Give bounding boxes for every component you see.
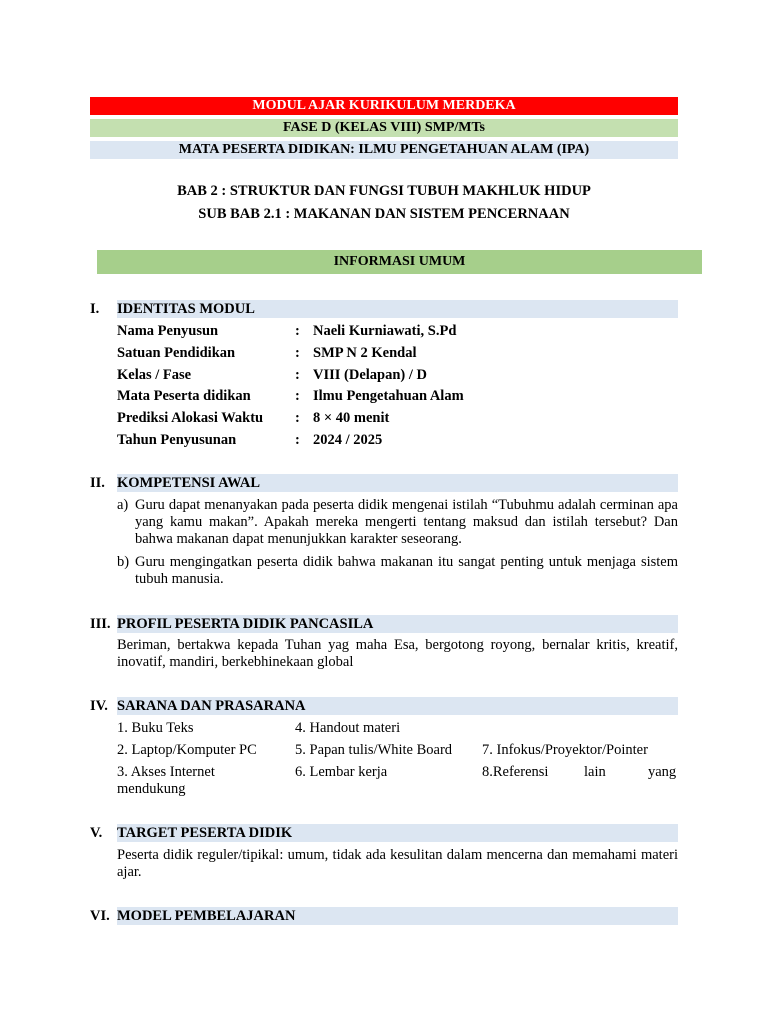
identity-colon: : xyxy=(295,367,300,383)
list-text: Guru dapat menanyakan pada peserta didik mengenai istilah “Tubuhmu adalah cerminan apa yang kamu makan”. Apakah mereka mengerti tentang maksud dan istilah tersebut? Dan bahwa makanan dapat menunjukkan karakter seseorang. xyxy=(135,497,678,547)
phase-label: FASE D (KELAS VIII) SMP/MTs xyxy=(90,119,678,137)
sarana-item: lain xyxy=(584,764,606,780)
info-section-title: INFORMASI UMUM xyxy=(97,250,702,274)
sarana-item: 1. Buku Teks xyxy=(117,720,194,736)
identity-value: VIII (Delapan) / D xyxy=(313,367,427,383)
section-number: IV. xyxy=(90,698,108,714)
section-number: III. xyxy=(90,616,111,632)
section-title: KOMPETENSI AWAL xyxy=(117,475,261,491)
sarana-item: 7. Infokus/Proyektor/Pointer xyxy=(482,742,648,758)
identity-colon: : xyxy=(295,410,300,426)
identity-value: Ilmu Pengetahuan Alam xyxy=(313,388,464,404)
list-marker: b) xyxy=(117,554,130,570)
identity-row xyxy=(117,321,678,341)
section-number: I. xyxy=(90,301,100,317)
identity-label: Satuan Pendidikan xyxy=(117,345,236,361)
identity-row xyxy=(117,430,678,450)
identity-row xyxy=(117,343,678,363)
section-heading-model xyxy=(90,907,678,925)
section-heading-identitas xyxy=(90,300,678,318)
profil-paragraph: Beriman, bertakwa kepada Tuhan yag maha Esa, bergotong royong, bernalar kritis, kreatif, inovatif, mandiri, berkebhinekaan global xyxy=(117,637,678,670)
identity-row xyxy=(117,386,678,406)
list-item xyxy=(117,554,678,590)
section-heading-profil xyxy=(90,615,678,633)
sarana-item: 8.Referensi xyxy=(482,764,549,780)
sarana-item: yang xyxy=(648,764,677,780)
identity-value: SMP N 2 Kendal xyxy=(313,345,417,361)
section-title: PROFIL PESERTA DIDIK PANCASILA xyxy=(117,616,374,632)
subchapter-title: SUB BAB 2.1 : MAKANAN DAN SISTEM PENCERNAAN xyxy=(198,206,570,222)
identity-row xyxy=(117,365,678,385)
identity-label: Tahun Penyusunan xyxy=(117,432,237,448)
list-marker: a) xyxy=(117,497,129,513)
sarana-item: 6. Lembar kerja xyxy=(295,764,388,780)
subject-label: MATA PESERTA DIDIKAN: ILMU PENGETAHUAN ALAM (IPA) xyxy=(90,141,678,159)
sarana-item: 2. Laptop/Komputer PC xyxy=(117,742,257,758)
identity-label: Kelas / Fase xyxy=(117,367,192,383)
identity-row xyxy=(117,408,678,428)
chapter-title: BAB 2 : STRUKTUR DAN FUNGSI TUBUH MAKHLUK HIDUP xyxy=(177,183,591,199)
sarana-item: mendukung xyxy=(117,781,186,797)
identity-value: 8 × 40 menit xyxy=(313,410,390,426)
section-title: MODEL PEMBELAJARAN xyxy=(117,908,296,924)
identity-value: Naeli Kurniawati, S.Pd xyxy=(313,323,457,339)
list-text: Guru mengingatkan peserta didik bahwa makanan itu sangat penting untuk menjaga sistem tubuh manusia. xyxy=(135,554,678,587)
section-title: IDENTITAS MODUL xyxy=(117,301,255,317)
identity-colon: : xyxy=(295,432,300,448)
identity-colon: : xyxy=(295,388,300,404)
section-title: TARGET PESERTA DIDIK xyxy=(117,825,293,841)
identity-label: Mata Peserta didikan xyxy=(117,388,251,404)
identity-label: Prediksi Alokasi Waktu xyxy=(117,410,264,426)
identity-value: 2024 / 2025 xyxy=(313,432,383,448)
identity-colon: : xyxy=(295,345,300,361)
sarana-item: 3. Akses Internet xyxy=(117,764,215,780)
section-heading-kompetensi xyxy=(90,474,678,492)
target-paragraph: Peserta didik reguler/tipikal: umum, tidak ada kesulitan dalam mencerna dan memahami materi ajar. xyxy=(117,847,678,880)
sarana-item: 5. Papan tulis/White Board xyxy=(295,742,453,758)
identity-colon: : xyxy=(295,323,300,339)
section-title: SARANA DAN PRASARANA xyxy=(117,698,306,714)
section-heading-sarana xyxy=(90,697,678,715)
section-number: VI. xyxy=(90,908,110,924)
section-heading-target xyxy=(90,824,678,842)
identity-label: Nama Penyusun xyxy=(117,323,219,339)
section-number: II. xyxy=(90,475,105,491)
section-number: V. xyxy=(90,825,103,841)
list-item xyxy=(117,497,678,549)
sarana-item: 4. Handout materi xyxy=(295,720,401,736)
document-title: MODUL AJAR KURIKULUM MERDEKA xyxy=(90,97,678,115)
